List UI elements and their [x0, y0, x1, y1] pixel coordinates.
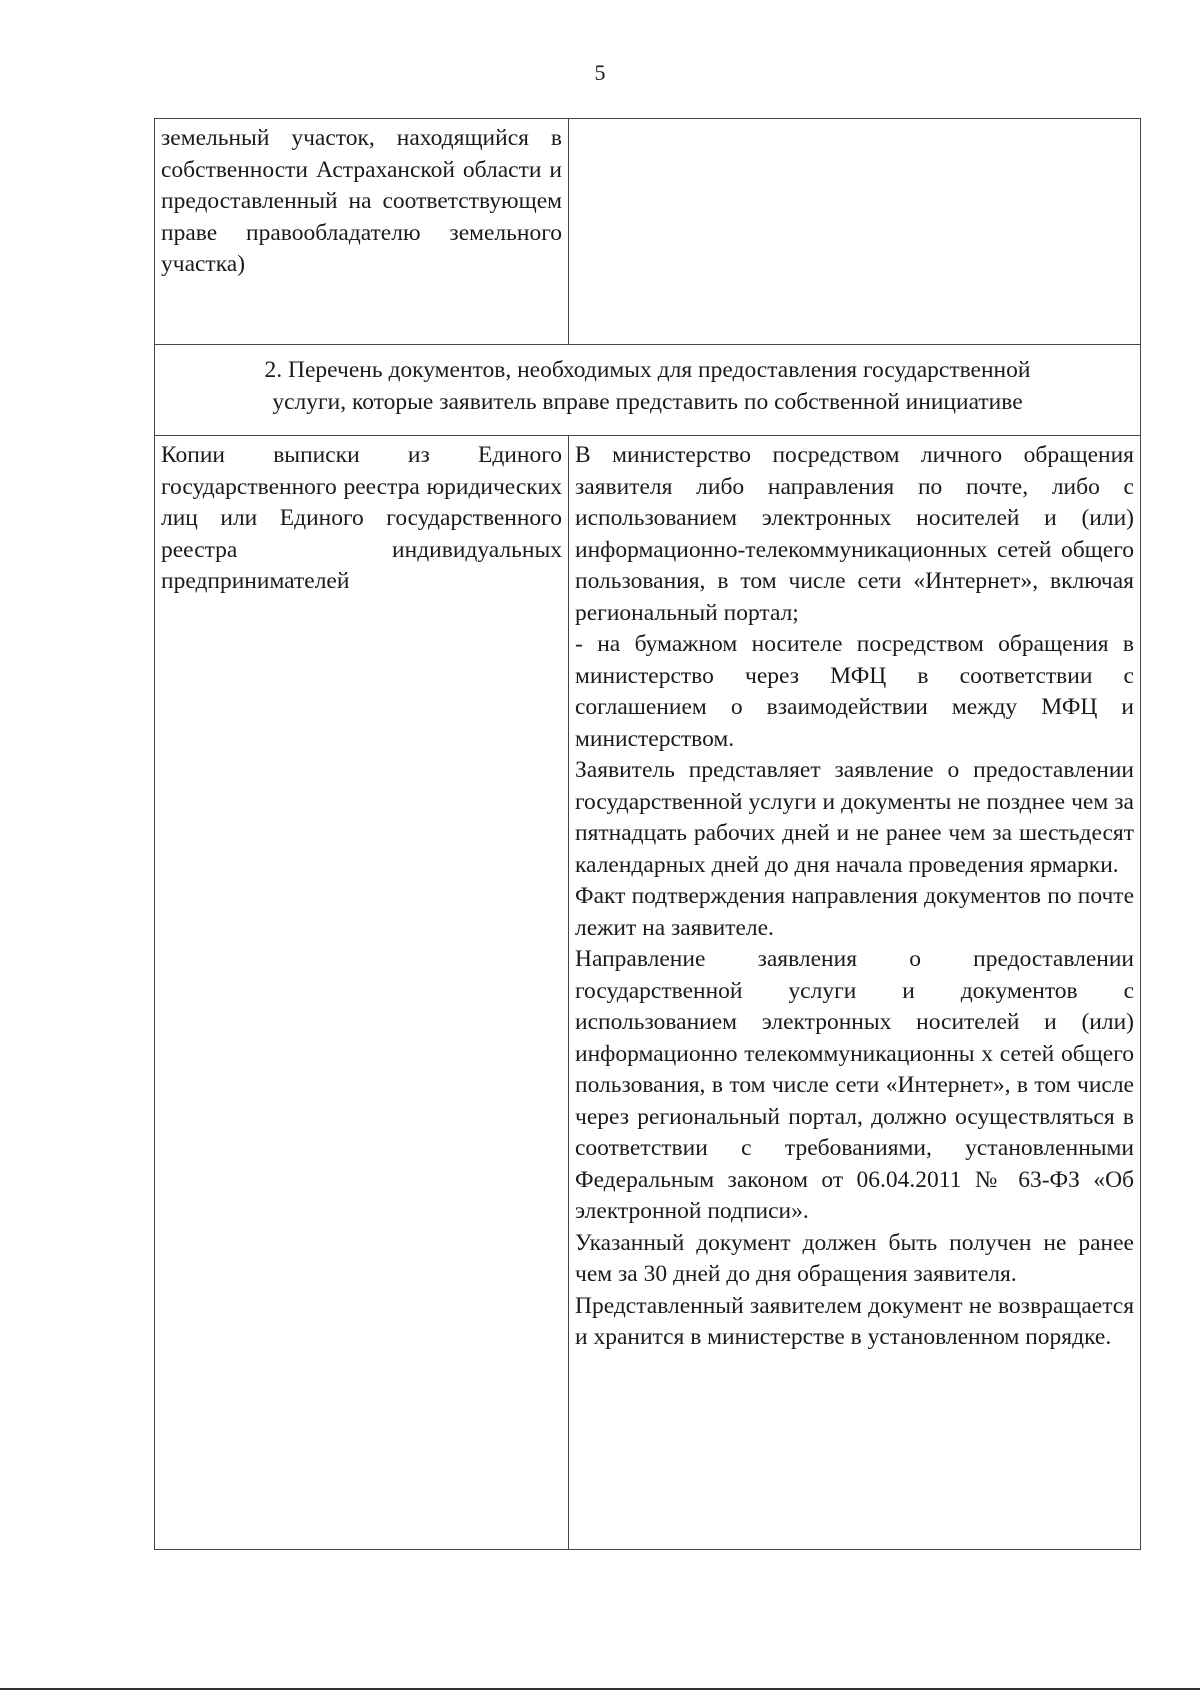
section-heading	[155, 345, 1141, 436]
scan-edge-line	[0, 1688, 1200, 1690]
submission-method-cell	[569, 436, 1141, 1550]
table-cell-right	[569, 119, 1141, 345]
paragraph: Заявитель представляет заявление о предоставлении государственной услуги и документы не позднее чем за пятнадцать рабочих дней и не ранее чем за шестьдесят календарных дней до дня начала проведения ярмарки.	[575, 757, 1134, 878]
paragraph: В министерство посредством личного обращения заявителя либо направления по почте, либо с использованием электронных носителей и (или) информационно-телекоммуникационных сетей общего пользования, в том числе сети «Интернет», включая региональный портал;	[575, 442, 1134, 626]
table-cell-left: земельный участок, находящийся в собственности Астраханской области и предоставленный на соответствующем праве правообладателю земельного участка)	[155, 119, 569, 345]
document-table	[154, 118, 1141, 1550]
section-heading-line-2: услуги, которые заявитель вправе представить по собственной инициативе	[272, 388, 1023, 415]
table-row	[155, 436, 1141, 1550]
paragraph: Указанный документ должен быть получен не ранее чем за 30 дней до дня обращения заявителя.	[575, 1229, 1134, 1287]
section-heading-line-1: 2. Перечень документов, необходимых для предоставления государственной	[264, 357, 1031, 383]
paragraph: - на бумажном носителе посредством обращения в министерство через МФЦ в соответствии с соглашением о взаимодействии между МФЦ и министерством.	[575, 631, 1134, 752]
paragraph: Представленный заявителем документ не возвращается и хранится в министерстве в установленном порядке.	[575, 1292, 1134, 1350]
paragraph: Направление заявления о предоставлении государственной услуги и документов с использованием электронных носителей и (или) информационно телекоммуникационны х сетей общего пользования, в том числе сети «Интернет», в том числе через региональный портал, должно осуществляться в соответствии с требованиями, установленными Федеральным законом от 06.04.2011 № 63-ФЗ «Об электронной подписи».	[575, 946, 1134, 1224]
section-heading-row	[155, 345, 1141, 436]
paragraph: Факт подтверждения направления документов по почте лежит на заявителе.	[575, 883, 1134, 941]
page-number: 5	[594, 60, 606, 85]
document-name-cell: Копии выписки из Единого государственного реестра юридических лиц или Единого государственного реестра индивидуальных предпринимателей	[155, 436, 569, 1550]
table-row	[155, 119, 1141, 345]
